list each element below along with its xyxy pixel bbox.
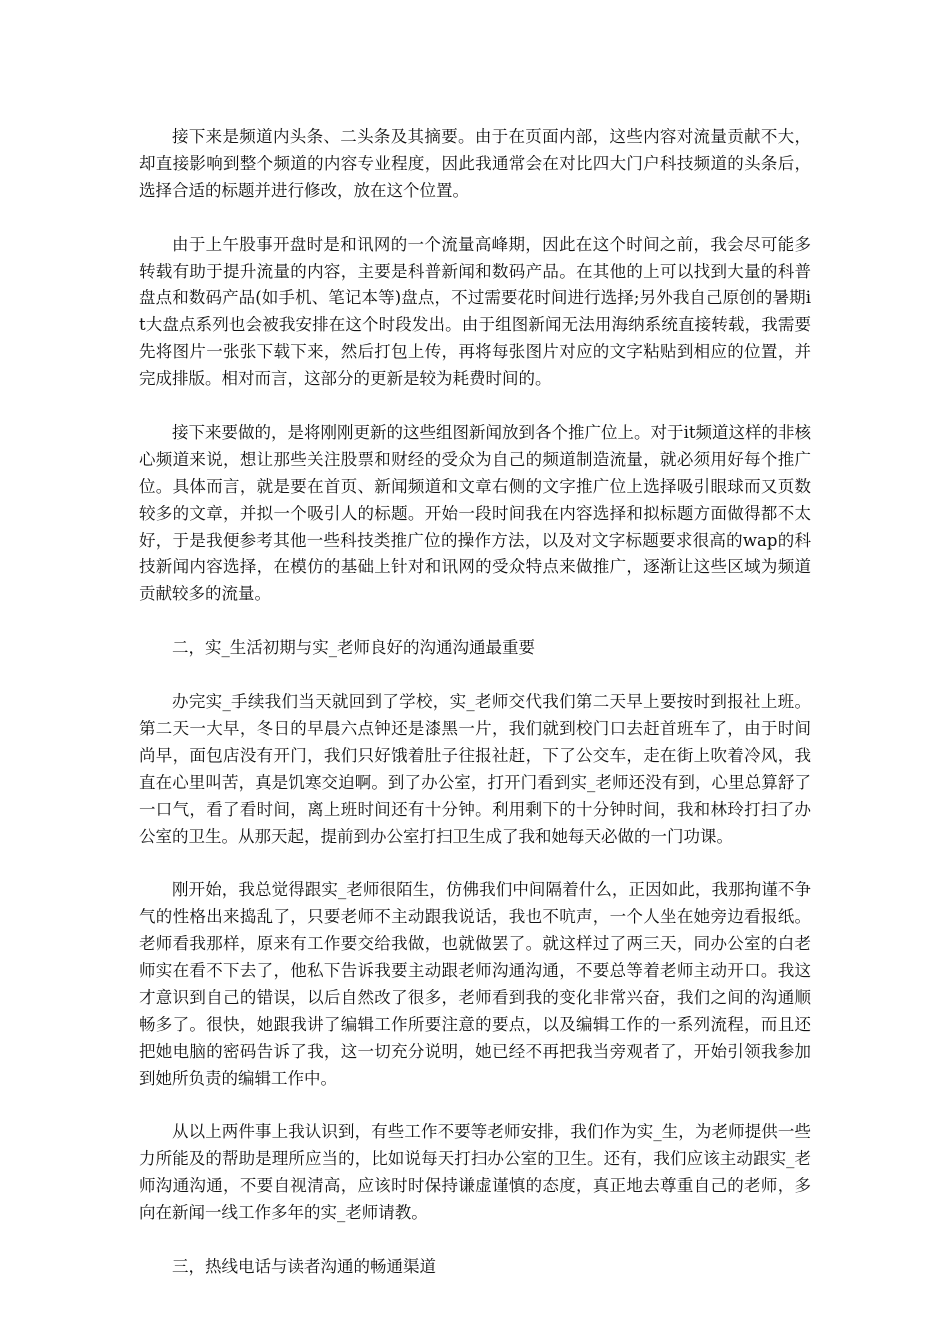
paragraph-lessons-learned: 从以上两件事上我认识到，有些工作不要等老师安排，我们作为实_生，为老师提供一些力所能及的帮助是理所应当的，比如说每天打扫办公室的卫生。还有，我们应该主动跟实_老师沟通沟通，不要自视清高，应该时时保持谦虚谨慎的态度，真正地去尊重自己的老师，多向在新闻一线工作多年的实_老师请教。 [139,1122,811,1223]
paragraph-getting-familiar: 刚开始，我总觉得跟实_老师很陌生，仿佛我们中间隔着什么，正因如此，我那拘谨不争气的性格出来捣乱了，只要老师不主动跟我说话，我也不吭声，一个人坐在她旁边看报纸。老师看我那样，原来有工作要交给我做，也就做罢了。就这样过了两三天，同办公室的白老师实在看不下去了，他私下告诉我要主动跟老师沟通沟通，不要总等着老师主动开口。我这才意识到自己的错误，以后自然改了很多，老师看到我的变化非常兴奋，我们之间的沟通顺畅多了。很快，她跟我讲了编辑工作所要注意的要点，以及编辑工作的一系列流程，而且还把她电脑的密码告诉了我，这一切充分说明，她已经不再把我当旁观者了，开始引领我参加到她所负责的编辑工作中。 [139,880,811,1088]
paragraph-morning-reposts: 由于上午股事开盘时是和讯网的一个流量高峰期，因此在这个时间之前，我会尽可能多转载有助于提升流量的内容，主要是科普新闻和数码产品。在其他的上可以找到大量的科普盘点和数码产品(如手机、笔记本等)盘点，不过需要花时间进行选择;另外我自己原创的暑期it大盘点系列也会被我安排在这个时段发出。由于组图新闻无法用海纳系统直接转载，我需要先将图片一张张下载下来，然后打包上传，再将每张图片对应的文字粘贴到相应的位置，并完成排版。相对而言，这部分的更新是较为耗费时间的。 [139,234,811,389]
paragraph-first-day: 办完实_手续我们当天就回到了学校，实_老师交代我们第二天早上要按时到报社上班。第二天一大早，冬日的早晨六点钟还是漆黑一片，我们就到校门口去赶首班车了，由于时间尚早，面包店没有开门，我们只好饿着肚子往报社赶，下了公交车，走在街上吹着冷风，我直在心里叫苦，真是饥寒交迫啊。到了办公室，打开门看到实_老师还没有到，心里总算舒了一口气，看了看时间，离上班时间还有十分钟。利用剩下的十分钟时间，我和林玲打扫了办公室的卫生。从那天起，提前到办公室打扫卫生成了我和她每天必做的一门功课。 [139,691,811,846]
document-body [139,124,811,1308]
section-heading-hotline: 三，热线电话与读者沟通的畅通渠道 [172,1256,436,1276]
section-heading-communication: 二，实_生活初期与实_老师良好的沟通沟通最重要 [172,638,535,658]
paragraph-promotion-slots: 接下来要做的，是将刚刚更新的这些组图新闻放到各个推广位上。对于it频道这样的非核心频道来说，想让那些关注股票和财经的受众为自己的频道制造流量，就必须用好每个推广位。具体而言，就是要在首页、新闻频道和文章右侧的文字推广位上选择吸引眼球而又页数较多的文章，并拟一个吸引人的标题。开始一段时间我在内容选择和拟标题方面做得都不太好，于是我便参考其他一些科技类推广位的操作方法，以及对文字标题要求很高的wap的科技新闻内容选择，在模仿的基础上针对和讯网的受众特点来做推广，逐渐让这些区域为频道贡献较多的流量。 [139,422,811,604]
paragraph-headline-selection: 接下来是频道内头条、二头条及其摘要。由于在页面内部，这些内容对流量贡献不大，却直接影响到整个频道的内容专业程度，因此我通常会在对比四大门户科技频道的头条后，选择合适的标题并进行修改，放在这个位置。 [139,127,811,200]
